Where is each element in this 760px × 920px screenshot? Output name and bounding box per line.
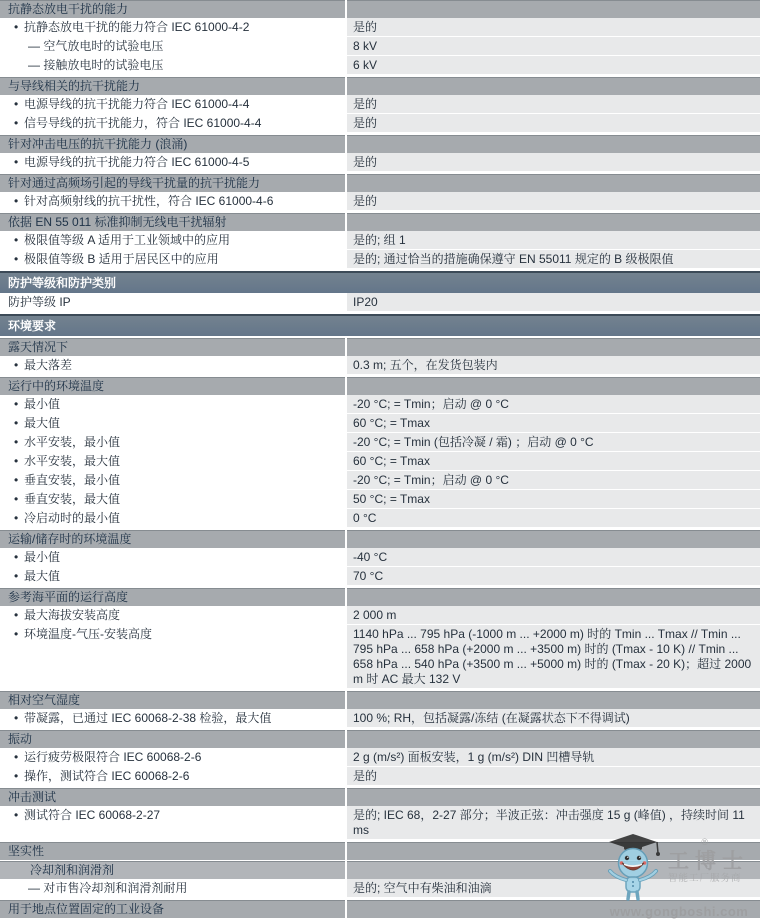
row-label: • 极限值等级 B 适用于居民区中的应用 [0, 250, 345, 269]
row-value: 6 kV [347, 56, 760, 75]
table-row [0, 293, 760, 312]
table-row [0, 767, 760, 786]
bullet-marker: • [14, 97, 19, 111]
row-label: • 垂直安装，最小值 [0, 471, 345, 490]
group-header [0, 900, 760, 918]
group-header [0, 377, 760, 395]
row-label: • 最大值 [0, 414, 345, 433]
header-label: 运行中的环境温度 [0, 377, 345, 395]
row-label: • 测试符合 IEC 60068-2-27 [0, 806, 345, 840]
bullet-marker: • [14, 397, 19, 411]
header-label: 振动 [0, 730, 345, 748]
row-label: • 抗静态放电干扰的能力符合 IEC 61000-4-2 [0, 18, 345, 37]
row-label: • 环境温度-气压-安装高度 [0, 625, 345, 689]
bullet-marker: • [14, 358, 19, 372]
row-label: • 操作，测试符合 IEC 60068-2-6 [0, 767, 345, 786]
bullet-marker: • [14, 550, 19, 564]
header-label: 参考海平面的运行高度 [0, 588, 345, 606]
table-row [0, 709, 760, 728]
row-label: • 最大落差 [0, 356, 345, 375]
header-filler [347, 338, 760, 356]
table-row [0, 567, 760, 586]
row-value: 是的 [347, 192, 760, 211]
header-filler [347, 861, 760, 879]
header-filler [347, 213, 760, 231]
bullet-marker: • [14, 155, 19, 169]
header-label: 运输/储存时的环境温度 [0, 530, 345, 548]
row-value: -20 °C; = Tmin；启动 @ 0 °C [347, 395, 760, 414]
table-row [0, 509, 760, 528]
header-filler [347, 0, 760, 18]
row-label: • 水平安装，最大值 [0, 452, 345, 471]
row-value: 70 °C [347, 567, 760, 586]
header-filler [347, 900, 760, 918]
row-value: -20 °C; = Tmin；启动 @ 0 °C [347, 471, 760, 490]
row-value: 是的; IEC 68，2-27 部分；半波正弦：冲击强度 15 g (峰值) ，持续时间 11 ms [347, 806, 760, 840]
watermark-url: www.gongboshi.com [609, 904, 749, 919]
header-filler [347, 788, 760, 806]
table-row [0, 471, 760, 490]
group-header [0, 530, 760, 548]
header-label: 用于地点位置固定的工业设备 [0, 900, 345, 918]
row-label: • 电源导线的抗干扰能力符合 IEC 61000-4-5 [0, 153, 345, 172]
row-value: 60 °C; = Tmax [347, 414, 760, 433]
row-value: 是的 [347, 95, 760, 114]
row-value: 是的 [347, 767, 760, 786]
row-value: 1140 hPa ... 795 hPa (-1000 m ... +2000 m) 时的 Tmin ... Tmax // Tmin ... 795 hPa ... 658 hPa (+2000 m ... +3500 m) 时的 (Tmax - 10 K) // Tmin ... 658 hPa ... 540 hPa (+3500 m ... +5000 m) 时的 (Tmax - 20 K)；超过 2000 m 时 AC 最大 132 V [347, 625, 760, 689]
bullet-marker: • [14, 435, 19, 449]
header-filler [347, 691, 760, 709]
bullet-marker: • [14, 252, 19, 266]
group-header [0, 788, 760, 806]
row-label: • 带凝露，已通过 IEC 60068-2-38 检验，最大值 [0, 709, 345, 728]
row-value: 是的; 通过恰当的措施确保遵守 EN 55011 规定的 B 级极限值 [347, 250, 760, 269]
table-row [0, 18, 760, 37]
bullet-marker: • [14, 711, 19, 725]
table-row [0, 548, 760, 567]
bullet-marker: • [14, 569, 19, 583]
header-filler [347, 174, 760, 192]
table-row [0, 452, 760, 471]
row-label: 防护等级 IP [0, 293, 345, 312]
table-row [0, 114, 760, 133]
header-label: 依据 EN 55 011 标准抑制无线电干扰辐射 [0, 213, 345, 231]
bullet-marker: • [14, 769, 19, 783]
header-filler [347, 842, 760, 860]
group-header [0, 213, 760, 231]
row-value: 60 °C; = Tmax [347, 452, 760, 471]
header-filler [347, 730, 760, 748]
bullet-marker: • [14, 233, 19, 247]
table-row [0, 231, 760, 250]
bullet-marker: • [14, 116, 19, 130]
row-label: — 对市售冷却剂和润滑剂耐用 [0, 879, 345, 898]
table-row [0, 490, 760, 509]
bullet-marker: • [14, 194, 19, 208]
row-label: — 接触放电时的试验电压 [0, 56, 345, 75]
row-label: • 冷启动时的最小值 [0, 509, 345, 528]
row-value: 2 g (m/s²) 面板安装，1 g (m/s²) DIN 凹槽导轨 [347, 748, 760, 767]
table-row [0, 56, 760, 75]
watermark-subtitle: 智能工厂服务商 [668, 873, 742, 884]
subgroup-header [0, 861, 760, 879]
header-label: 相对空气湿度 [0, 691, 345, 709]
table-row [0, 606, 760, 625]
header-filler [347, 77, 760, 95]
row-label: • 针对高频射线的抗干扰性，符合 IEC 61000-4-6 [0, 192, 345, 211]
row-value: 0.3 m; 五个，在发货包装内 [347, 356, 760, 375]
table-row [0, 37, 760, 56]
table-row [0, 433, 760, 452]
row-value: IP20 [347, 293, 760, 312]
table-row [0, 625, 760, 689]
row-value: 是的 [347, 114, 760, 133]
section-header: 环境要求 [0, 314, 760, 336]
bullet-marker: • [14, 20, 19, 34]
header-filler [347, 588, 760, 606]
bullet-marker: • [14, 608, 19, 622]
table-row [0, 356, 760, 375]
header-label: 针对冲击电压的抗干扰能力 (浪涌) [0, 135, 345, 153]
row-label: • 运行疲劳极限符合 IEC 60068-2-6 [0, 748, 345, 767]
registered-mark: ® [701, 837, 708, 847]
row-value: -40 °C [347, 548, 760, 567]
header-label: 冷却剂和润滑剂 [0, 861, 345, 879]
header-label: 坚实性 [0, 842, 345, 860]
header-label: 抗静态放电干扰的能力 [0, 0, 345, 18]
row-value: 0 °C [347, 509, 760, 528]
row-label: • 电源导线的抗干扰能力符合 IEC 61000-4-4 [0, 95, 345, 114]
bullet-marker: • [14, 627, 19, 641]
bullet-marker: • [14, 416, 19, 430]
header-filler [347, 135, 760, 153]
row-label: • 最小值 [0, 395, 345, 414]
table-row [0, 250, 760, 269]
bullet-marker: • [14, 808, 19, 822]
header-filler [347, 530, 760, 548]
row-label: • 最大海拔安装高度 [0, 606, 345, 625]
group-header [0, 842, 760, 860]
group-header [0, 338, 760, 356]
bullet-marker: • [14, 750, 19, 764]
bullet-marker: • [14, 473, 19, 487]
header-filler [347, 377, 760, 395]
row-value: 8 kV [347, 37, 760, 56]
row-label: • 垂直安装，最大值 [0, 490, 345, 509]
table-row [0, 192, 760, 211]
row-value: 2 000 m [347, 606, 760, 625]
group-header [0, 135, 760, 153]
row-value: 是的 [347, 18, 760, 37]
bullet-marker: • [14, 492, 19, 506]
group-header [0, 0, 760, 18]
group-header [0, 77, 760, 95]
row-value: 是的; 组 1 [347, 231, 760, 250]
table-row [0, 395, 760, 414]
table-row [0, 748, 760, 767]
row-value: 50 °C; = Tmax [347, 490, 760, 509]
row-value: 是的; 空气中有柴油和油滴 [347, 879, 760, 898]
row-label: • 最大值 [0, 567, 345, 586]
row-value: 是的 [347, 153, 760, 172]
group-header [0, 730, 760, 748]
row-label: • 极限值等级 A 适用于工业领域中的应用 [0, 231, 345, 250]
watermark-title: 工博士 [668, 850, 749, 873]
header-label: 露天情况下 [0, 338, 345, 356]
table-row [0, 806, 760, 840]
group-header [0, 691, 760, 709]
group-header [0, 174, 760, 192]
bullet-marker: • [14, 454, 19, 468]
table-row [0, 879, 760, 898]
row-value: 100 %; RH，包括凝露/冻结 (在凝露状态下不得调试) [347, 709, 760, 728]
bullet-marker: • [14, 511, 19, 525]
header-label: 针对通过高频场引起的导线干扰量的抗干扰能力 [0, 174, 345, 192]
row-label: • 信号导线的抗干扰能力，符合 IEC 61000-4-4 [0, 114, 345, 133]
row-label: — 空气放电时的试验电压 [0, 37, 345, 56]
row-label: • 最小值 [0, 548, 345, 567]
section-header: 防护等级和防护类别 [0, 271, 760, 293]
table-row [0, 95, 760, 114]
header-label: 冲击测试 [0, 788, 345, 806]
group-header [0, 588, 760, 606]
row-label: • 水平安装，最小值 [0, 433, 345, 452]
table-row [0, 414, 760, 433]
row-value: -20 °C; = Tmin (包括冷凝 / 霜) ；启动 @ 0 °C [347, 433, 760, 452]
table-row [0, 153, 760, 172]
header-label: 与导线相关的抗干扰能力 [0, 77, 345, 95]
